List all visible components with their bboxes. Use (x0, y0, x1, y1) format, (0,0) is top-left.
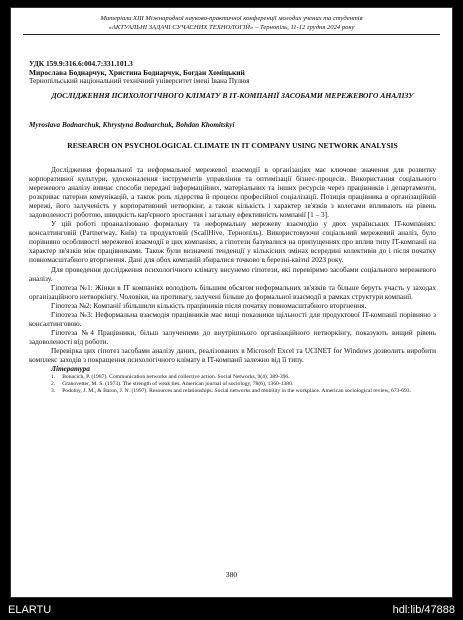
reference-item: 3. Podolny, J. M., & Baron, J. N. (1997). Resources and relationships: Social networks and mobility in the workplace. American sociological review, 673-693. (51, 387, 412, 394)
header-line-2: «АКТУАЛЬНІ ЗАДАЧІ СУЧАСНИХ ТЕХНОЛОГІЙ» – Тернопіль, 11-12 грудня 2024 року (108, 23, 355, 31)
title-ukrainian: ДОСЛІДЖЕННЯ ПСИХОЛОГІЧНОГО КЛІМАТУ В ІТ-КОМПАНІЇ ЗАСОБАМИ МЕРЕЖЕВОГО АНАЛІЗУ (51, 91, 414, 100)
footer-handle-id: hdl:lib/47888 (392, 604, 455, 616)
affiliation: Тернопільський національний технічний університет імені Івана Пулюя (29, 77, 250, 85)
header-rule (23, 34, 440, 35)
literature-heading: Література (51, 365, 90, 374)
paragraph: Гіпотеза №1: Жінки в IT компаніях володіють більшим обсягом неформальних зв'язків та більше беруть участь у заходах організаційного нетворкінгу. Чоловіки, на противагу, залучені більше до формальної взаємодії в рамках структури компанії. (29, 283, 436, 301)
conference-header (11, 15, 452, 32)
paragraph: Дослідження формальної та неформальної мережевої взаємодії в організаціях має ключове значення для розвитку корпоративної культури, удосконалення інструментів управління та оптимізації бізнес-процесів. Використання соціального мережевого аналізу вивчає способи передачі інформаційних, матеріальних та інших ресурсів через працівників і департаменти, розкриває патерни комунікацій, а також роль лідерства й процеси професійної соціалізації. Позиція працівника в організаційній мережі, його залученість у корпоративний нетворкінг, а також кількість і характер зв'язків з колегами впливають на рівень задоволеності роботою, швидкість кар'єрного зростання і загальну ефективність компанії [1 – 3]. (29, 166, 436, 220)
paragraph: У цій роботі проаналізовано формальну та неформальну мережеву взаємодію у двох українських IT-компаніях: консалтинговій (Partnerway, Київ) та продуктовій (ScallHive, Тернопіль). Використовуючи соціальний мережевий аналіз, було порівняно особливості мережевої взаємодії в цих компаніях, а гіпотези базувалися на припущеннях про вплив типу IT-компанії на характер зв'язків між працівниками. Також були визначені тенденції у кількісних змінах всередині колективів до і після початку повномасштабного вторгнення. Дані для обох компаній збиралися точково в березні-квітні 2023 року. (29, 220, 436, 265)
authors-ukrainian: Мирослава Боднарчук, Христина Боднарчук, Богдан Хоміцький (29, 68, 245, 77)
paragraph: Гіпотеза №2: Компанії збільшили кількість працівників після початку повномасштабного вторгнення. (51, 301, 367, 310)
header-line-1: Матеріали XIII Міжнародної науково-практичної конференції молодих учених та студентів (100, 15, 363, 22)
paragraph: Гіпотеза №3: Неформальна взаємодія працівників має вищі показники щільності для продуктової IT-компанії порівняно з консалтинговою. (29, 310, 436, 328)
reference-item: 2. Granovetter, M. S. (1973). The strength of weak ties. American journal of sociology, 78(6), 1360-1380. (51, 380, 294, 387)
reference-item: 1. Bonacich, P. (1987). Communication networks and collective action. Social Networks, 9(4), 389-396. (51, 374, 290, 381)
udk-code: УДК 159.9:316.6:004.7:331.101.3 (29, 59, 133, 68)
article-body (29, 166, 436, 394)
title-english: RESEARCH ON PSYCHOLOGICAL CLIMATE IN IT COMPANY USING NETWORK ANALYSIS (67, 141, 398, 150)
footer-repository-name: ELARTU (8, 604, 52, 616)
paragraph: Перевірка цих гіпотез засобами аналізу даних, реалізованих в Microsoft Excel та UCINET for Windows дозволить виробити комплекс заходів з покращення психологічного клімату в IT-компанії залежно від її типу. (29, 346, 436, 364)
paragraph: Гіпотеза №4 Працівники, більш залученими до внутрішнього організаційного нетворкінгу, показують вищий рівень задоволеності від роботи. (29, 328, 436, 346)
authors-english: Myroslava Bodnarchuk, Khrystyna Bodnarchuk, Bohdan Khomitskyi (29, 121, 235, 129)
document-page (10, 7, 453, 598)
page-number: 380 (225, 570, 238, 579)
paragraph: Для проведення дослідження психологічного клімату висунемо гіпотези, які перевіримо засобами соціального мережевого аналізу. (29, 265, 436, 283)
